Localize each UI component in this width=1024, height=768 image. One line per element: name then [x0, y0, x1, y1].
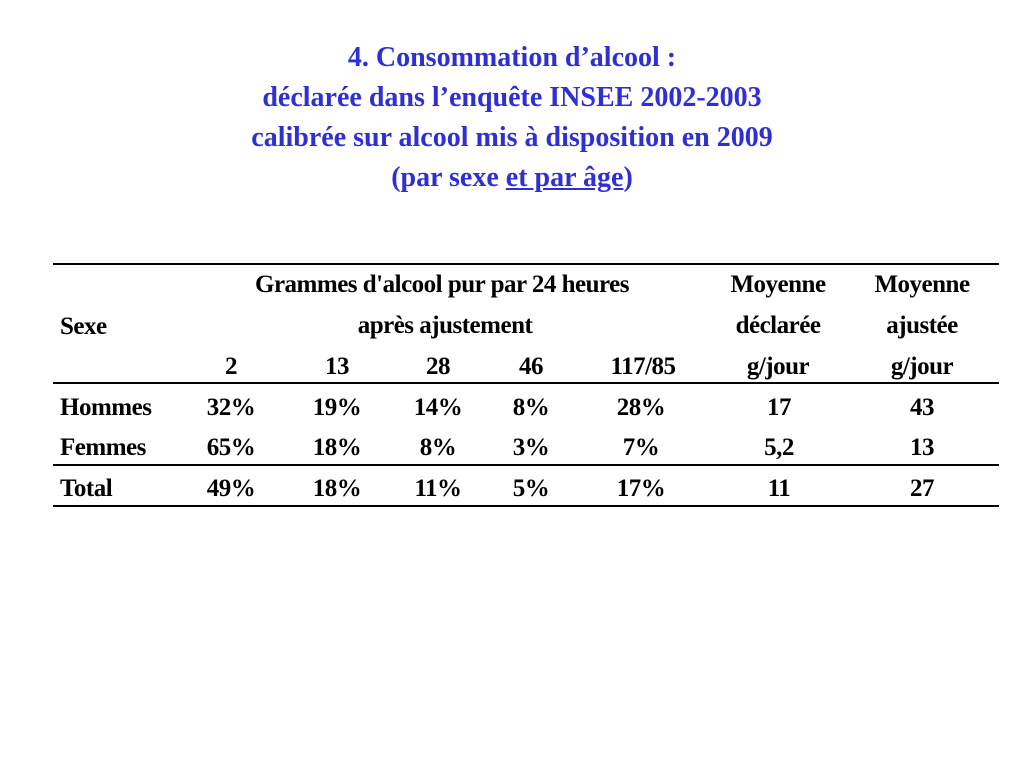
table-cell: 14%: [413, 394, 463, 421]
header-moyenne-declaree: Moyenne: [730, 271, 826, 298]
slide-title: [0, 38, 1024, 198]
table-cell: 5%: [512, 475, 550, 502]
row-label: Total: [60, 475, 113, 502]
title-line-4-prefix: (par sexe: [391, 162, 506, 193]
table-cell: 28%: [616, 394, 666, 421]
table-cell: 49%: [206, 475, 256, 502]
title-line-1: 4. Consommation d’alcool :: [347, 42, 677, 73]
title-line-3: calibrée sur alcool mis à disposition en 2009: [251, 122, 773, 153]
header-threshold: 46: [519, 353, 543, 380]
row-label: Femmes: [60, 434, 146, 461]
header-threshold: 13: [325, 353, 349, 380]
header-grammes-line1: Grammes d'alcool pur par 24 heures: [255, 271, 629, 298]
table-cell-declaree: 5,2: [764, 434, 794, 461]
row-label: Hommes: [60, 394, 152, 421]
header-grammes-line2: après ajustement: [357, 312, 533, 339]
header-moyenne-ajustee: ajustée: [886, 312, 958, 339]
header-moyenne-declaree: g/jour: [746, 353, 810, 380]
table-cell-declaree: 17: [767, 394, 791, 421]
table-cell: 19%: [312, 394, 362, 421]
table-cell: 8%: [419, 434, 457, 461]
table-cell: 32%: [206, 394, 256, 421]
table-cell-declaree: 11: [767, 475, 791, 502]
table-top-rule: [53, 263, 999, 265]
header-threshold: 28: [426, 353, 450, 380]
table-cell: 18%: [312, 475, 362, 502]
table-cell: 65%: [206, 434, 256, 461]
table-cell: 17%: [616, 475, 666, 502]
table-cell-ajustee: 43: [910, 394, 934, 421]
table-cell-ajustee: 13: [910, 434, 934, 461]
header-moyenne-ajustee: g/jour: [890, 353, 954, 380]
table-header-rule: [53, 382, 999, 384]
header-threshold: 117/85: [610, 353, 676, 380]
title-line-4-underlined: et par âge: [505, 162, 624, 193]
header-moyenne-declaree: déclarée: [735, 312, 821, 339]
table-total-rule: [53, 464, 999, 466]
header-sexe: Sexe: [60, 313, 107, 340]
title-line-4-suffix: ): [623, 162, 633, 193]
header-moyenne-ajustee: Moyenne: [874, 271, 970, 298]
table-cell: 11%: [414, 475, 462, 502]
title-line-2: déclarée dans l’enquête INSEE 2002-2003: [262, 82, 762, 113]
title-line-4: [0, 158, 1024, 198]
table-cell-ajustee: 27: [910, 475, 934, 502]
table-cell: 7%: [622, 434, 660, 461]
table-cell: 18%: [312, 434, 362, 461]
header-threshold: 2: [225, 353, 237, 380]
table-cell: 8%: [512, 394, 550, 421]
table-bottom-rule: [53, 505, 999, 507]
table-cell: 3%: [512, 434, 550, 461]
